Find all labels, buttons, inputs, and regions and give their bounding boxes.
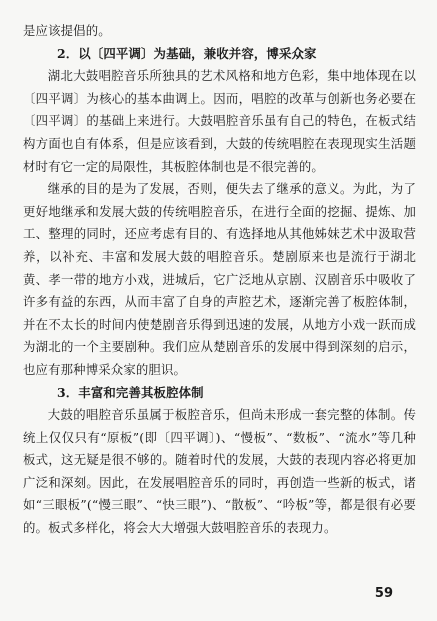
section-heading-3: 3．丰富和完善其板腔体制	[57, 384, 204, 400]
paragraph-dagu-style: 湖北大鼓唱腔音乐所独具的艺术风格和地方色彩，集中地体现在以〔四平调〕为核心的基本曲调上。因而，唱腔的改革与创新也务必要在〔四平调〕的基础上来进行。大鼓唱腔音乐虽有自己的特色，在板式结构方面也自有体系，但是应该看到，大鼓的传统唱腔在表现现实生活题材时有它一定的局限性，其板腔体制也是不很完善的。	[23, 68, 416, 174]
paragraph-banqiang-system: 大鼓的唱腔音乐虽属于板腔音乐，但尚未形成一套完整的体制。传统上仅仅只有“原板”(即〔四平调〕)、“慢板”、“数板”、“流水”等几种板式，这无疑是很不够的。随着时代的发展，大鼓的表现内容必将更加广泛和深刻。因此，在发展唱腔音乐的同时，再创造一些新的板式，诸如“三眼板”(“慢三眼”、“快三眼”)、“散板”、“吟板”等，都是很有必要的。板式多样化，将会大大增强大鼓唱腔音乐的表现力。	[23, 407, 416, 536]
document-page	[23, 20, 416, 540]
section-heading-2: 2．以〔四平调〕为基础，兼收并容，博采众家	[57, 45, 317, 61]
paragraph-inheritance: 继承的目的是为了发展，否则，便失去了继承的意义。为此，为了更好地继承和发展大鼓的传统唱腔音乐，在进行全面的挖掘、提炼、加工、整理的同时，还应考虑有目的、有选择地从其他姊妹艺术中汲取营养，以补充、丰富和发展大鼓的唱腔音乐。楚剧原来也是流行于湖北黄、孝一带的地方小戏，进城后，它广泛地从京剧、汉剧音乐中吸收了许多有益的东西，从而丰富了自身的声腔艺术，逐渐完善了板腔体制，并在不太长的时间内使楚剧音乐得到迅速的发展，从地方小戏一跃而成为湖北的一个主要剧种。我们应从楚剧音乐的发展中得到深刻的启示，也应有那种博采众家的胆识。	[23, 181, 416, 377]
page-number: 59	[374, 586, 393, 601]
paragraph-continuation: 是应该提倡的。	[23, 23, 111, 38]
